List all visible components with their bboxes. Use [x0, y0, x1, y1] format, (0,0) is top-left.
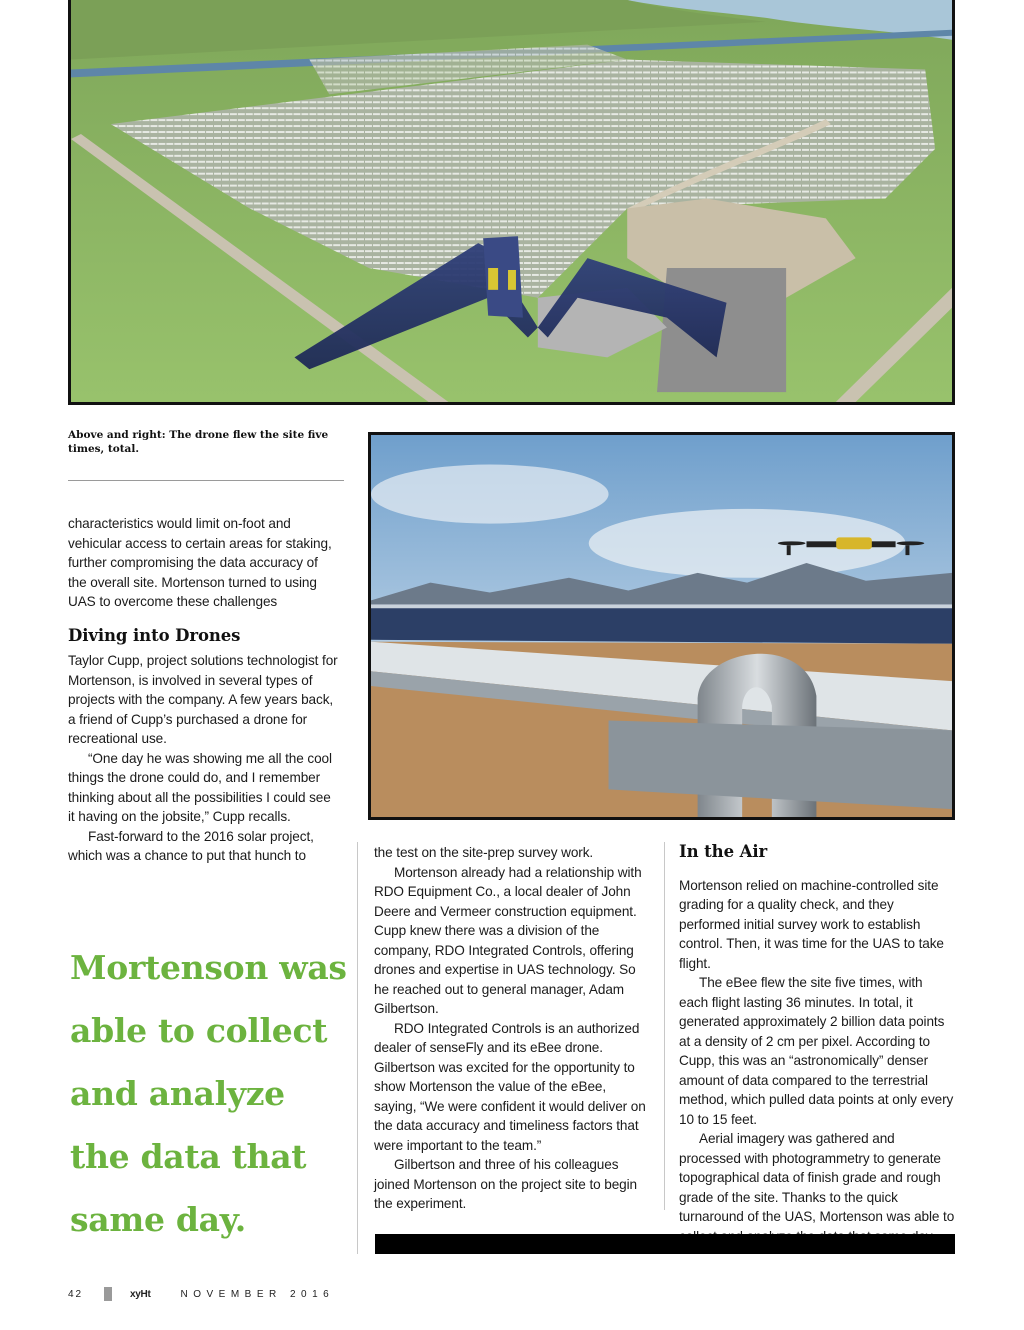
column-3 — [679, 842, 955, 1246]
footer-divider-block — [104, 1287, 112, 1301]
magazine-logo: xyHt — [130, 1288, 151, 1300]
caption-text: The drone flew the site five times, total. — [68, 429, 329, 455]
caption-label: Above and right: — [68, 429, 166, 441]
pull-quote — [70, 936, 360, 1251]
aerial-solar-site-photo — [68, 0, 955, 405]
page-footer — [68, 1287, 334, 1301]
column-1-paragraph: “One day he was showing me all the cool things the drone could do, and I remember thinking about all the possibilities I could see it having on the jobsite,” Cupp recalls. — [68, 750, 332, 824]
column-1 — [68, 514, 340, 866]
column-2 — [374, 843, 650, 1214]
column-2-paragraph: the test on the site-prep survey work. — [374, 845, 594, 860]
ad-bar — [375, 1234, 955, 1254]
column-1-continued-text: characteristics would limit on-foot and vehicular access to certain areas for staking, further compromising the data accuracy of the overall site. Mortenson turned to using UAS to overcome these challenges — [68, 516, 332, 609]
column-3-paragraph: Aerial imagery was gathered and processed with photogrammetry to generate topographical data of finish grade and rough grade of the site. Thanks to the quick turnaround of the UAS, Mortenson was able to — [679, 1131, 955, 1224]
column-3-paragraph: The eBee flew the site five times, with each flight lasting 36 minutes. In total, it generated approximately 2 billion data points at a density of 2 cm per pixel. According to Cupp, this was an “astronomically” denser amount of data compared to the terrestrial method, which pulled data points at only every 10 to 15 feet. — [679, 975, 954, 1127]
drone-over-panels-photo — [368, 432, 955, 820]
pull-quote-line: and analyze — [70, 1074, 285, 1113]
page-number: 42 — [68, 1288, 84, 1300]
column-2-paragraph: Gilbertson and three of his colleagues joined Mortenson on the project site to begin the experiment. — [374, 1157, 638, 1211]
caption-divider — [68, 480, 344, 481]
issue-date: NOVEMBER 2016 — [180, 1288, 335, 1300]
pull-quote-line: same day. — [70, 1200, 246, 1239]
pull-quote-line: the data that — [70, 1137, 307, 1176]
column-2-paragraph: Mortenson already had a relationship with RDO Equipment Co., a local dealer of John Deere and Vermeer construction equipment. Cupp knew there was a division of the company, RDO Integrated Controls, offering drones and expertise in UAS technology. So he reached out to general manager, Adam Gilbertson. — [374, 864, 642, 1016]
column-divider — [664, 842, 665, 1210]
photo-caption — [68, 428, 338, 456]
column-divider — [357, 842, 358, 1254]
pull-quote-line: Mortenson was — [70, 948, 347, 987]
pull-quote-line: able to collect — [70, 1011, 328, 1050]
column-1-paragraph: Taylor Cupp, project solutions technologist for Mortenson, is involved in several types of projects with the company. A few years back, a friend of Cupp’s purchased a drone for recreational use. — [68, 653, 338, 746]
in-the-air-heading: In the Air — [679, 842, 768, 861]
diving-into-drones-heading: Diving into Drones — [68, 625, 241, 645]
column-3-paragraph: Mortenson relied on machine-controlled site grading for a quality check, and they performed initial survey work to establish control. Then, it was time for the UAS to take flight. — [679, 877, 944, 971]
column-2-paragraph: RDO Integrated Controls is an authorized dealer of senseFly and its eBee drone. Gilbertson was excited for the opportunity to show Mortenson the value of the eBee, saying, “We were confident it would deliver on the data accuracy and timeliness factors that were important to the team.” — [374, 1020, 646, 1153]
column-1-paragraph: Fast-forward to the 2016 solar project, which was a chance to put that hunch to — [68, 828, 314, 863]
